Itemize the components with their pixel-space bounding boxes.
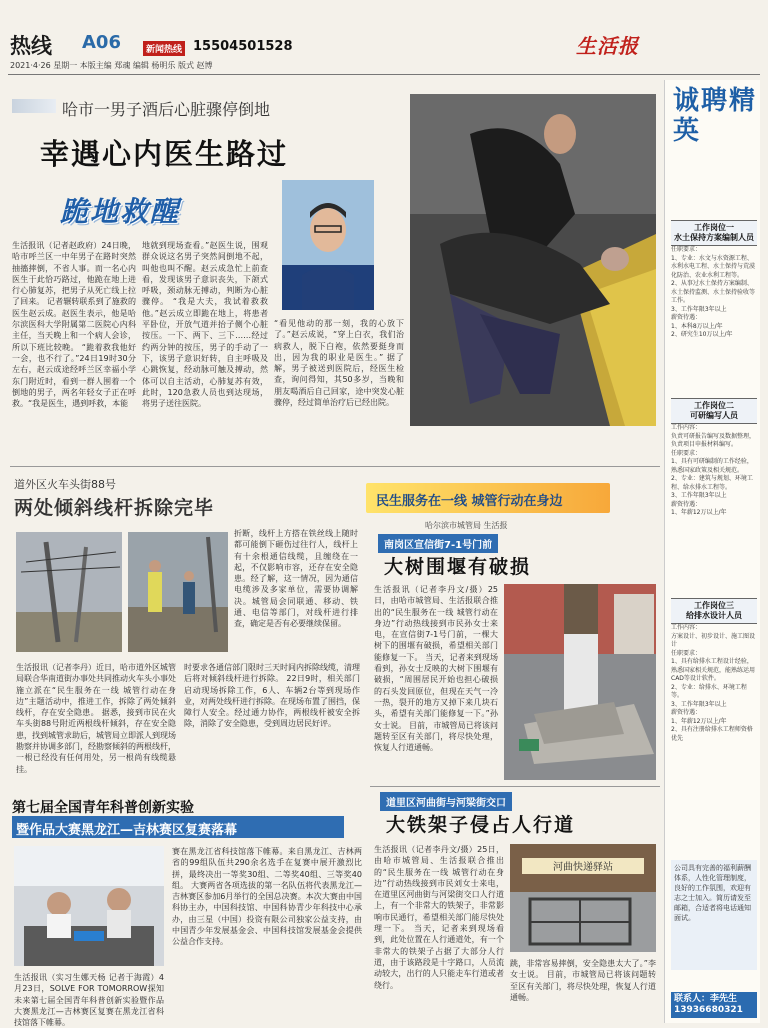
article4-col2: 跳，非常容易摔倒，安全隐患太大了。”李女士说。 目前，市城管局已将该问题转至区有关部门，将尽快处理，恢复人行道通畅。 — [510, 959, 656, 1002]
ads-heading: 诚聘精英 — [673, 86, 758, 146]
job2-title: 工作岗位二 可研编写人员 — [671, 398, 757, 424]
contact-phone: 13936680321 — [674, 1005, 743, 1015]
job3-body: 工作内容： 方案设计、初步设计、施工图设计 任职要求： 1、具有给排水工程设计经验，熟悉国家相关规范，能熟练运用CAD等设计软件。 2、专业：给排水、环境工程等。 3、工作年限3年以上 薪资待遇： 1、年薪12万以上/年 2、具有注册给排水工程师资格优先 — [671, 624, 756, 742]
poles-photo-2 — [128, 532, 228, 652]
subtitle-decoration — [12, 99, 56, 113]
article2-col3: 折断，线杆上方搭在铁丝线上随时都可能倒下砸伤过往行人，线杆上有十余根通信线缆，且缠绕在一起，不仅影响市容，还存在安全隐患。经了解，这一情况，因为通信电缆涉及多家单位，需要协调解决。城管局会同联通、移动、铁通、电信等部门，对线杆进行排查，确定是否有必要继续保留。 — [234, 529, 358, 629]
job-ads-column — [664, 80, 760, 1023]
tree-fence-photo — [504, 584, 656, 780]
article3-col1: 生活报讯（记者李丹文/摄）25日，由哈市城管局、生活报联合推出的“民生服务在一线 城管行动在身边”行动热线接到市民孙女士来电，在宣信街7-1号门前，一棵大树下的围堰有破损，希望相关部门能修复一下。 当天，记者来到现场看到，孙女士反映的大树下围堰有破损，“周围居民开始也担心破损的石头发回原位，但现在天气一冷一热，裂开的地方又掉下来几块石头，希望有关部门能修复一下。”孙女士说。 目前，市城管局已将该问题转至区有关部门，将尽快处理，恢复人行道通畅。 — [374, 585, 498, 753]
article1-col3: “看见他动的那一刻，我的心放下了。”赵云成说，“穿上白衣，我们治病救人，脱下白袍，依然要挺身而出，因为我的职业是医生。” 据了解，男子被送到医院后，经医生检查，询问得知，其50多岁，当晚和朋友喝酒后自己回家，途中突发心脏骤停，经过简单治疗后已经出院。 — [274, 319, 404, 408]
divider-1 — [10, 466, 660, 467]
service-banner-text: 民生服务在一线 城管行动在身边 — [376, 494, 563, 509]
hotline-number: 15504501528 — [193, 39, 293, 54]
ads-contact — [671, 992, 757, 1018]
doctor-portrait-photo — [282, 180, 374, 310]
article5-title: 第七届全国青年科普创新实验 — [12, 800, 194, 816]
article1-col2: 地就到现场查看。”赵医生说，围观群众说这名男子突然间倒地不起，叫他也叫不醒。赵云成急忙上前查看，发现该男子意识丧失，下颌式呼吸，颈动脉无搏动，判断为心脏骤停。 “我是大夫，我试着救救他。”赵云成立即跪在地上，将患者平卧位，开放气道并抬子侧个心脏按压。一下、两下、三下……经过约两分钟的按压，男子的手动了一下，该男子意识好转，自主呼吸及心跳恢复，经动脉可触及搏动，然体可以自主活动，心肺复苏有效，此时，120急救人员也到达现场，将男子送往医院。 — [142, 241, 268, 409]
section-name: 热线 — [10, 33, 52, 58]
article4-title: 大铁架子侵占人行道 — [386, 814, 576, 836]
job2-body: 工作内容： 负责可研报告编写及数据整理，负责项目申报材料编写。 任职要求： 1、具有可研编制的工作经验，熟悉国家政策及相关规范。 2、专业：建筑与规划、环境工程、给水排水工程等。 3、工作年限3年以上 薪资待遇： 1、年薪12万以上/年 — [671, 424, 756, 516]
ads-footer: 公司具有完善的福利薪酬体系，人性化管理制度，良好的工作氛围，欢迎有志之士加入。简历请发至邮箱，合适者将电话通知面试。 — [671, 860, 757, 970]
job3-title: 工作岗位三 给排水设计人员 — [671, 598, 757, 624]
hotline-badge: 新闻热线 — [143, 41, 185, 56]
dateline: 2021·4·26 星期一 本版主编 郑魂 编辑 杨明乐 版式 赵博 — [10, 61, 213, 70]
header-rule — [8, 74, 760, 75]
contact-person: 联系人：李先生 — [674, 994, 738, 1004]
article3-location-tag: 南岗区宣信街7-1号门前 — [378, 534, 498, 553]
service-banner — [366, 483, 610, 513]
article2-kicker: 道外区火车头街88号 — [14, 478, 116, 491]
article4-col1: 生活报讯（记者李丹文/摄）25日，由哈市城管局、生活报联合推出的“民生服务在一线 城管行动在身边”行动热线接到市民刘女士来电，在道里区河曲街与河梁街交口人行道上，有一个非常大的铁架子，非常影响市民通行，希望相关部门能尽快处理一下。 当天，记者来到现场看到，此处位置在人行通道处，有一个非常大的铁架子占据了大部分人行道，由于该路段是十字路口，人员流动较大，出行的人只能走车行道或者绕行。 — [374, 845, 504, 990]
job1-body: 任职要求： 1、专业：水文与水资源工程、水利水电工程、水土保持与荒漠化防治、农业水利工程等。 2、从事过水土保持方案编制、水土保持监测、水土保持验收等工作。 3、工作年限3年以上 薪资待遇： 1、本科8万以上/年 2、研究生10万以上/年 — [671, 246, 756, 338]
page-number: A06 — [82, 32, 121, 53]
article1-subtitle: 哈市一男子酒后心脏骤停倒地 — [62, 100, 271, 119]
svg-text:河曲快递驿站: 河曲快递驿站 — [553, 862, 613, 873]
contest-photo — [14, 846, 164, 966]
article5-col2: 赛在黑龙江省科技馆落下帷幕。来自黑龙江、吉林两省的99组队伍共290余名选手在复赛中展开激烈比拼，最终决出一等奖30组、二等奖40组、三等奖40组。 大赛两省各项选拔的第一名队伍将代表黑龙江—吉林赛区参加6月举行的全国总决赛。本次大赛由中国科协主办，中国科技馆、中国科协青少年科技中心承办，由三星（中国）投资有限公司独家公益支持，由中国青少年发展基金会、中国科技馆发展基金会提供公益合作支持。 — [172, 847, 362, 947]
article4-location-tag: 道里区河曲街与河梁街交口 — [380, 792, 512, 811]
article2-title: 两处倾斜线杆拆除完毕 — [14, 497, 215, 519]
newspaper-brand: 生活报 — [576, 34, 639, 58]
divider-2 — [370, 786, 660, 787]
article1-col1: 生活报讯（记者赵政府）24日晚，哈市呼兰区一中年男子在路时突然抽搐摔倒，不省人事。而一名心内医生于此恰巧路过，他跪在地上进行心肺复苏，把男子从死亡线上拉了回来。 记者辗转联系到了施救的医生赵云成。赵医生表示，他是哈尔滨医科大学附属第二医院心内科主任，当天晚上和一个病人会诊，所以下班比较晚。 “跪着救我他好一会，也不行了。”24日19时30分左右，赵云成途经呼兰区幸福小学东门附近时，看到一群人围着一个倒地的男子，两名年轻女子正在呼救。“我是医生，遇到呼救，本能 — [12, 241, 136, 409]
article5-title-banner: 暨作品大赛黑龙江—吉林赛区复赛落幕 — [12, 816, 344, 838]
article2-col2: 时要求各通信部门限时三天时间内拆除线缆，清理后将对倾斜线杆进行拆除。 22日9时，相关部门启动现场拆除工作，6人、车辆2台等到现场作业，对两处线杆进行拆除。在现场布置了围挡，保障行人安全。经过通力协作，两根线杆被安全拆除，消除了安全隐患，受到周边居民好评。 — [184, 663, 360, 729]
article2-col1: 生活报讯（记者李丹）近日，哈市道外区城管局联合华南道街办事处共同推动火车头小事处施立派在“民生服务在一线 城管行动在身边”主题活动中，推进工作，拆除了两处倾斜线杆，存在安全隐患。 据悉，接到市民在火车头街88号附近两根线杆倾斜，存在安全隐患，找到城管求助后，城管局立即派人到现场勘察并协调多部门，经勘察倾斜的两根线杆，一根已经没有任何用处，另一根尚有线缆悬挂。 — [16, 663, 176, 774]
article5-col1: 生活报讯（实习生娜天杨 记者于海霞）4月23日，SOLVE FOR TOMORROW探知未来第七届全国青年科普创新实验暨作品大赛黑龙江—吉林赛区复赛在黑龙江省科技馆落下帷幕。 — [14, 973, 164, 1028]
poles-photo-1 — [16, 532, 122, 652]
article1-title: 幸遇心内医生路过 — [40, 137, 289, 171]
masthead — [0, 0, 768, 76]
article1-title-highlight: 跪地救醒 — [60, 195, 181, 228]
article3-title: 大树围堰有破损 — [384, 556, 532, 578]
service-banner-sub: 哈尔滨市城管局 生活报 — [425, 521, 508, 530]
iron-rack-photo — [510, 844, 656, 952]
job1-title: 工作岗位一 水土保持方案编制人员 — [671, 220, 757, 246]
rescue-scene-photo — [410, 94, 656, 426]
